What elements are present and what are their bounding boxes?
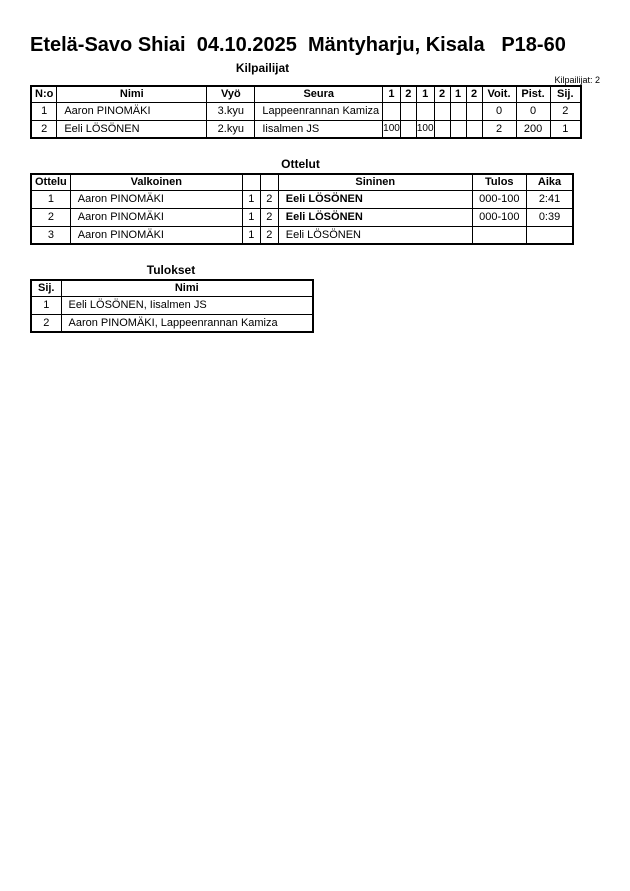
cell-nimi: Eeli LÖSÖNEN, Iisalmen JS — [61, 296, 313, 314]
cell-sininen: Eeli LÖSÖNEN — [278, 226, 472, 244]
header-cell-ottelu: Ottelu — [31, 174, 70, 190]
cell-tulos: 000-100 — [472, 208, 526, 226]
cell-sij: 2 — [550, 102, 581, 120]
header-cell-s2: 2 — [400, 86, 416, 102]
cell-vyo: 2.kyu — [207, 120, 255, 138]
cell-s4 — [434, 120, 450, 138]
cell-s3: 100 — [416, 120, 434, 138]
cell-pist: 200 — [516, 120, 550, 138]
cell-nimi: Aaron PINOMÄKI, Lappeenrannan Kamiza — [61, 314, 313, 332]
cell-sininen: Eeli LÖSÖNEN — [278, 208, 472, 226]
kilpailijat-section-header — [30, 61, 600, 85]
match-row — [31, 226, 573, 244]
cell-match-nro: 2 — [31, 208, 70, 226]
header-cell-seura: Seura — [255, 86, 383, 102]
cell-s5 — [450, 120, 466, 138]
result-row — [31, 314, 313, 332]
kilpailijat-count: Kilpailijat: 2 — [554, 75, 600, 85]
cell-s2 — [400, 102, 416, 120]
cell-voit: 0 — [482, 102, 516, 120]
cell-c1: 1 — [242, 226, 260, 244]
competitors-table — [30, 85, 582, 139]
cell-s2 — [400, 120, 416, 138]
cell-s6 — [466, 120, 482, 138]
matches-header-row — [31, 174, 573, 190]
match-row — [31, 190, 573, 208]
cell-sij: 2 — [31, 314, 61, 332]
header-cell-s5: 1 — [450, 86, 466, 102]
header-cell-c1 — [242, 174, 260, 190]
cell-match-nro: 3 — [31, 226, 70, 244]
results-table — [30, 279, 314, 333]
cell-pist: 0 — [516, 102, 550, 120]
header-cell-vyo: Vyö — [207, 86, 255, 102]
header-cell-nro: N:o — [31, 86, 57, 102]
cell-c1: 1 — [242, 208, 260, 226]
header-cell-s1: 1 — [383, 86, 401, 102]
cell-aika: 2:41 — [526, 190, 573, 208]
header-cell-s4: 2 — [434, 86, 450, 102]
competitors-header-row — [31, 86, 581, 102]
cell-c2: 2 — [260, 190, 278, 208]
cell-match-nro: 1 — [31, 190, 70, 208]
cell-nimi: Aaron PINOMÄKI — [57, 102, 207, 120]
cell-c2: 2 — [260, 208, 278, 226]
header-cell-nimi: Nimi — [57, 86, 207, 102]
cell-sininen: Eeli LÖSÖNEN — [278, 190, 472, 208]
header-cell-sininen: Sininen — [278, 174, 472, 190]
cell-c2: 2 — [260, 226, 278, 244]
cell-seura: Iisalmen JS — [255, 120, 383, 138]
header-cell-sij: Sij. — [550, 86, 581, 102]
cell-s5 — [450, 102, 466, 120]
tulokset-heading: Tulokset — [146, 263, 196, 277]
header-cell-tulos: Tulos — [472, 174, 526, 190]
cell-voit: 2 — [482, 120, 516, 138]
competitor-row — [31, 120, 581, 138]
header-cell-voit: Voit. — [482, 86, 516, 102]
cell-s6 — [466, 102, 482, 120]
header-cell-s6: 2 — [466, 86, 482, 102]
cell-s1 — [383, 102, 401, 120]
cell-seura: Lappeenrannan Kamiza — [255, 102, 383, 120]
header-cell-aika: Aika — [526, 174, 573, 190]
cell-nro: 1 — [31, 102, 57, 120]
cell-valkoinen: Aaron PINOMÄKI — [70, 208, 242, 226]
cell-sij: 1 — [31, 296, 61, 314]
header-cell-valkoinen: Valkoinen — [70, 174, 242, 190]
cell-aika: 0:39 — [526, 208, 573, 226]
ottelut-heading: Ottelut — [281, 157, 320, 171]
cell-tulos: 000-100 — [472, 190, 526, 208]
header-cell-s3: 1 — [416, 86, 434, 102]
cell-vyo: 3.kyu — [207, 102, 255, 120]
header-cell-nimi: Nimi — [61, 280, 313, 296]
header-cell-c2 — [260, 174, 278, 190]
cell-tulos — [472, 226, 526, 244]
cell-sij: 1 — [550, 120, 581, 138]
cell-nro: 2 — [31, 120, 57, 138]
page-title: Etelä-Savo Shiai 04.10.2025 Mäntyharju, Kisala P18-60 — [30, 34, 566, 56]
cell-valkoinen: Aaron PINOMÄKI — [70, 190, 242, 208]
cell-valkoinen: Aaron PINOMÄKI — [70, 226, 242, 244]
cell-nimi: Eeli LÖSÖNEN — [57, 120, 207, 138]
report-page — [0, 0, 630, 333]
matches-table — [30, 173, 574, 245]
cell-s3 — [416, 102, 434, 120]
cell-aika — [526, 226, 573, 244]
cell-c1: 1 — [242, 190, 260, 208]
kilpailijat-heading: Kilpailijat — [235, 61, 290, 75]
header-cell-pist: Pist. — [516, 86, 550, 102]
competitor-row — [31, 102, 581, 120]
result-row — [31, 296, 313, 314]
results-header-row — [31, 280, 313, 296]
cell-s1: 100 — [383, 120, 401, 138]
cell-s4 — [434, 102, 450, 120]
match-row — [31, 208, 573, 226]
header-cell-sij: Sij. — [31, 280, 61, 296]
